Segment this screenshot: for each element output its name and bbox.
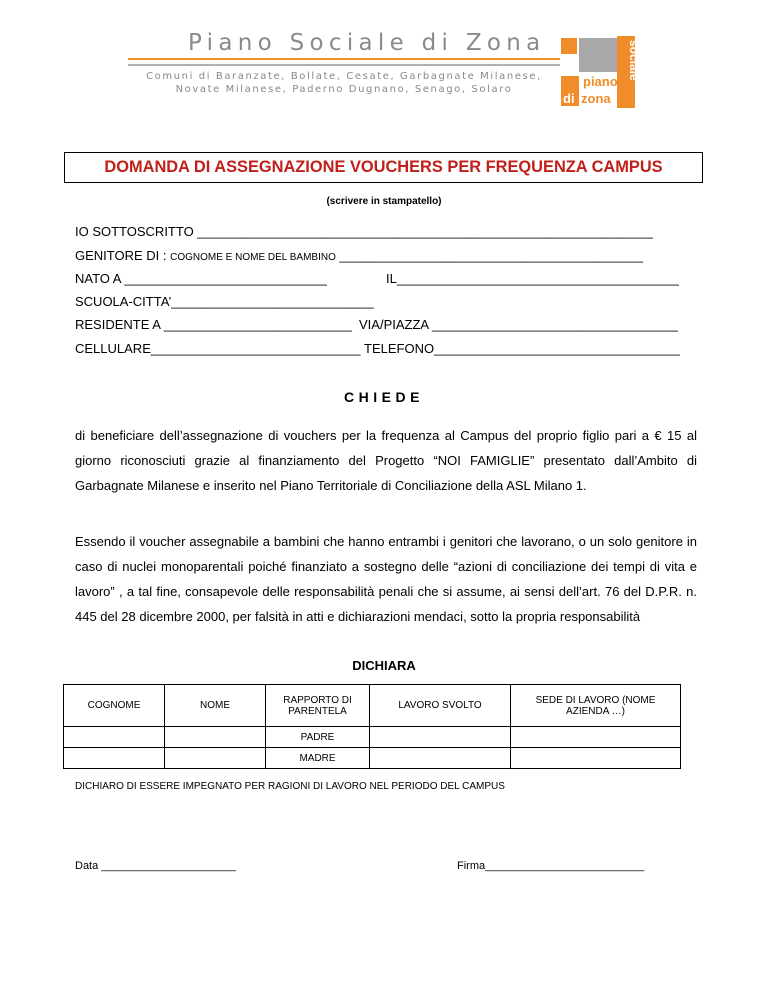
padre-cognome-cell[interactable] — [64, 727, 165, 748]
header-cognome: COGNOME — [64, 685, 165, 727]
genitore-label: GENITORE DI : — [75, 248, 171, 263]
padre-rapporto-cell: PADRE — [266, 727, 370, 748]
header-nome: NOME — [165, 685, 266, 727]
padre-sede-cell[interactable] — [511, 727, 681, 748]
comuni-list — [128, 70, 560, 96]
madre-lavoro-cell[interactable] — [370, 748, 511, 769]
logo-text-zona: zona — [581, 91, 611, 106]
madre-rapporto-cell: MADRE — [266, 748, 370, 769]
dichiara-heading: DICHIARA — [352, 658, 416, 673]
madre-nome-cell[interactable] — [165, 748, 266, 769]
chiede-heading: CHIEDE — [344, 389, 424, 405]
madre-sede-cell[interactable] — [511, 748, 681, 769]
piano-sociale-di-zona-logo — [561, 36, 641, 108]
field-genitore[interactable] — [75, 248, 643, 266]
table-header-row — [64, 685, 681, 727]
field-residente[interactable]: RESIDENTE A __________________________ — [75, 317, 352, 332]
genitori-table — [63, 684, 681, 769]
header-lavoro: LAVORO SVOLTO — [370, 685, 511, 727]
padre-lavoro-cell[interactable] — [370, 727, 511, 748]
padre-nome-cell[interactable] — [165, 727, 266, 748]
madre-cognome-cell[interactable] — [64, 748, 165, 769]
field-firma[interactable]: Firma__________________________ — [457, 860, 645, 872]
field-sottoscritto[interactable]: IO SOTTOSCRITTO _______________________________________________________________ — [75, 224, 653, 239]
field-scuola-citta[interactable]: SCUOLA-CITTA’____________________________ — [75, 294, 374, 309]
paragraph-richiesta: di beneficiare dell’assegnazione di vouchers per la frequenza al Campus del proprio figlio pari a € 15 al giorno riconosciuti grazie al finanziamento del Progetto “NOI FAMIGLIE” presentato dall’Ambito di Garbagnate Milanese e inserito nel Piano Territoriale di Conciliazione della ASL Milano 1. — [75, 428, 697, 493]
field-nato-a[interactable]: NATO A ____________________________ — [75, 271, 327, 286]
form-subtitle: (scrivere in stampatello) — [326, 196, 442, 207]
impegno-statement: DICHIARO DI ESSERE IMPEGNATO PER RAGIONI DI LAVORO NEL PERIODO DEL CAMPUS — [75, 781, 505, 792]
org-title: Piano Sociale di Zona — [188, 30, 546, 56]
field-data[interactable]: Data ______________________ — [75, 860, 236, 872]
header-divider-gray — [128, 64, 560, 66]
header-rapporto: RAPPORTO DI PARENTELA — [266, 685, 370, 727]
header-divider-orange — [128, 58, 560, 60]
table-row — [64, 748, 681, 769]
field-data-nascita[interactable]: IL_______________________________________ — [386, 271, 679, 286]
comuni-line-1: Comuni di Baranzate, Bollate, Cesate, Garbagnate Milanese, — [146, 71, 542, 82]
genitore-blank: __________________________________________ — [335, 248, 644, 263]
table-row — [64, 727, 681, 748]
logo-text-piano: piano — [583, 74, 618, 89]
logo-text-sociale: sociale — [627, 40, 641, 81]
field-via-piazza[interactable]: VIA/PIAZZA __________________________________ — [359, 317, 678, 332]
header-sede: SEDE DI LAVORO (NOME AZIENDA …) — [511, 685, 681, 727]
field-telefono[interactable]: TELEFONO__________________________________ — [364, 341, 680, 356]
form-title: DOMANDA DI ASSEGNAZIONE VOUCHERS PER FREQUENZA CAMPUS — [104, 158, 663, 176]
comuni-line-2: Novate Milanese, Paderno Dugnano, Senago, Solaro — [175, 84, 513, 95]
form-title-box — [64, 152, 703, 183]
field-cellulare[interactable]: CELLULARE_____________________________ — [75, 341, 361, 356]
logo-text-di: di — [563, 91, 575, 106]
paragraph-condizioni: Essendo il voucher assegnabile a bambini che hanno entrambi i genitori che lavorano, o un solo genitore in caso di nuclei monoparentali poiché finanziato a sostegno delle “azioni di conciliazione dei tempi di vita e lavoro” , a tal fine, consapevole delle responsabilità penali che si assume, ai sensi dell’art. 76 del D.P.R. n. 445 del 28 dicembre 2000, per falsità in atti e dichiarazioni mendaci, sotto la propria responsabilità — [75, 534, 697, 624]
genitore-hint: COGNOME E NOME DEL BAMBINO — [170, 252, 336, 263]
